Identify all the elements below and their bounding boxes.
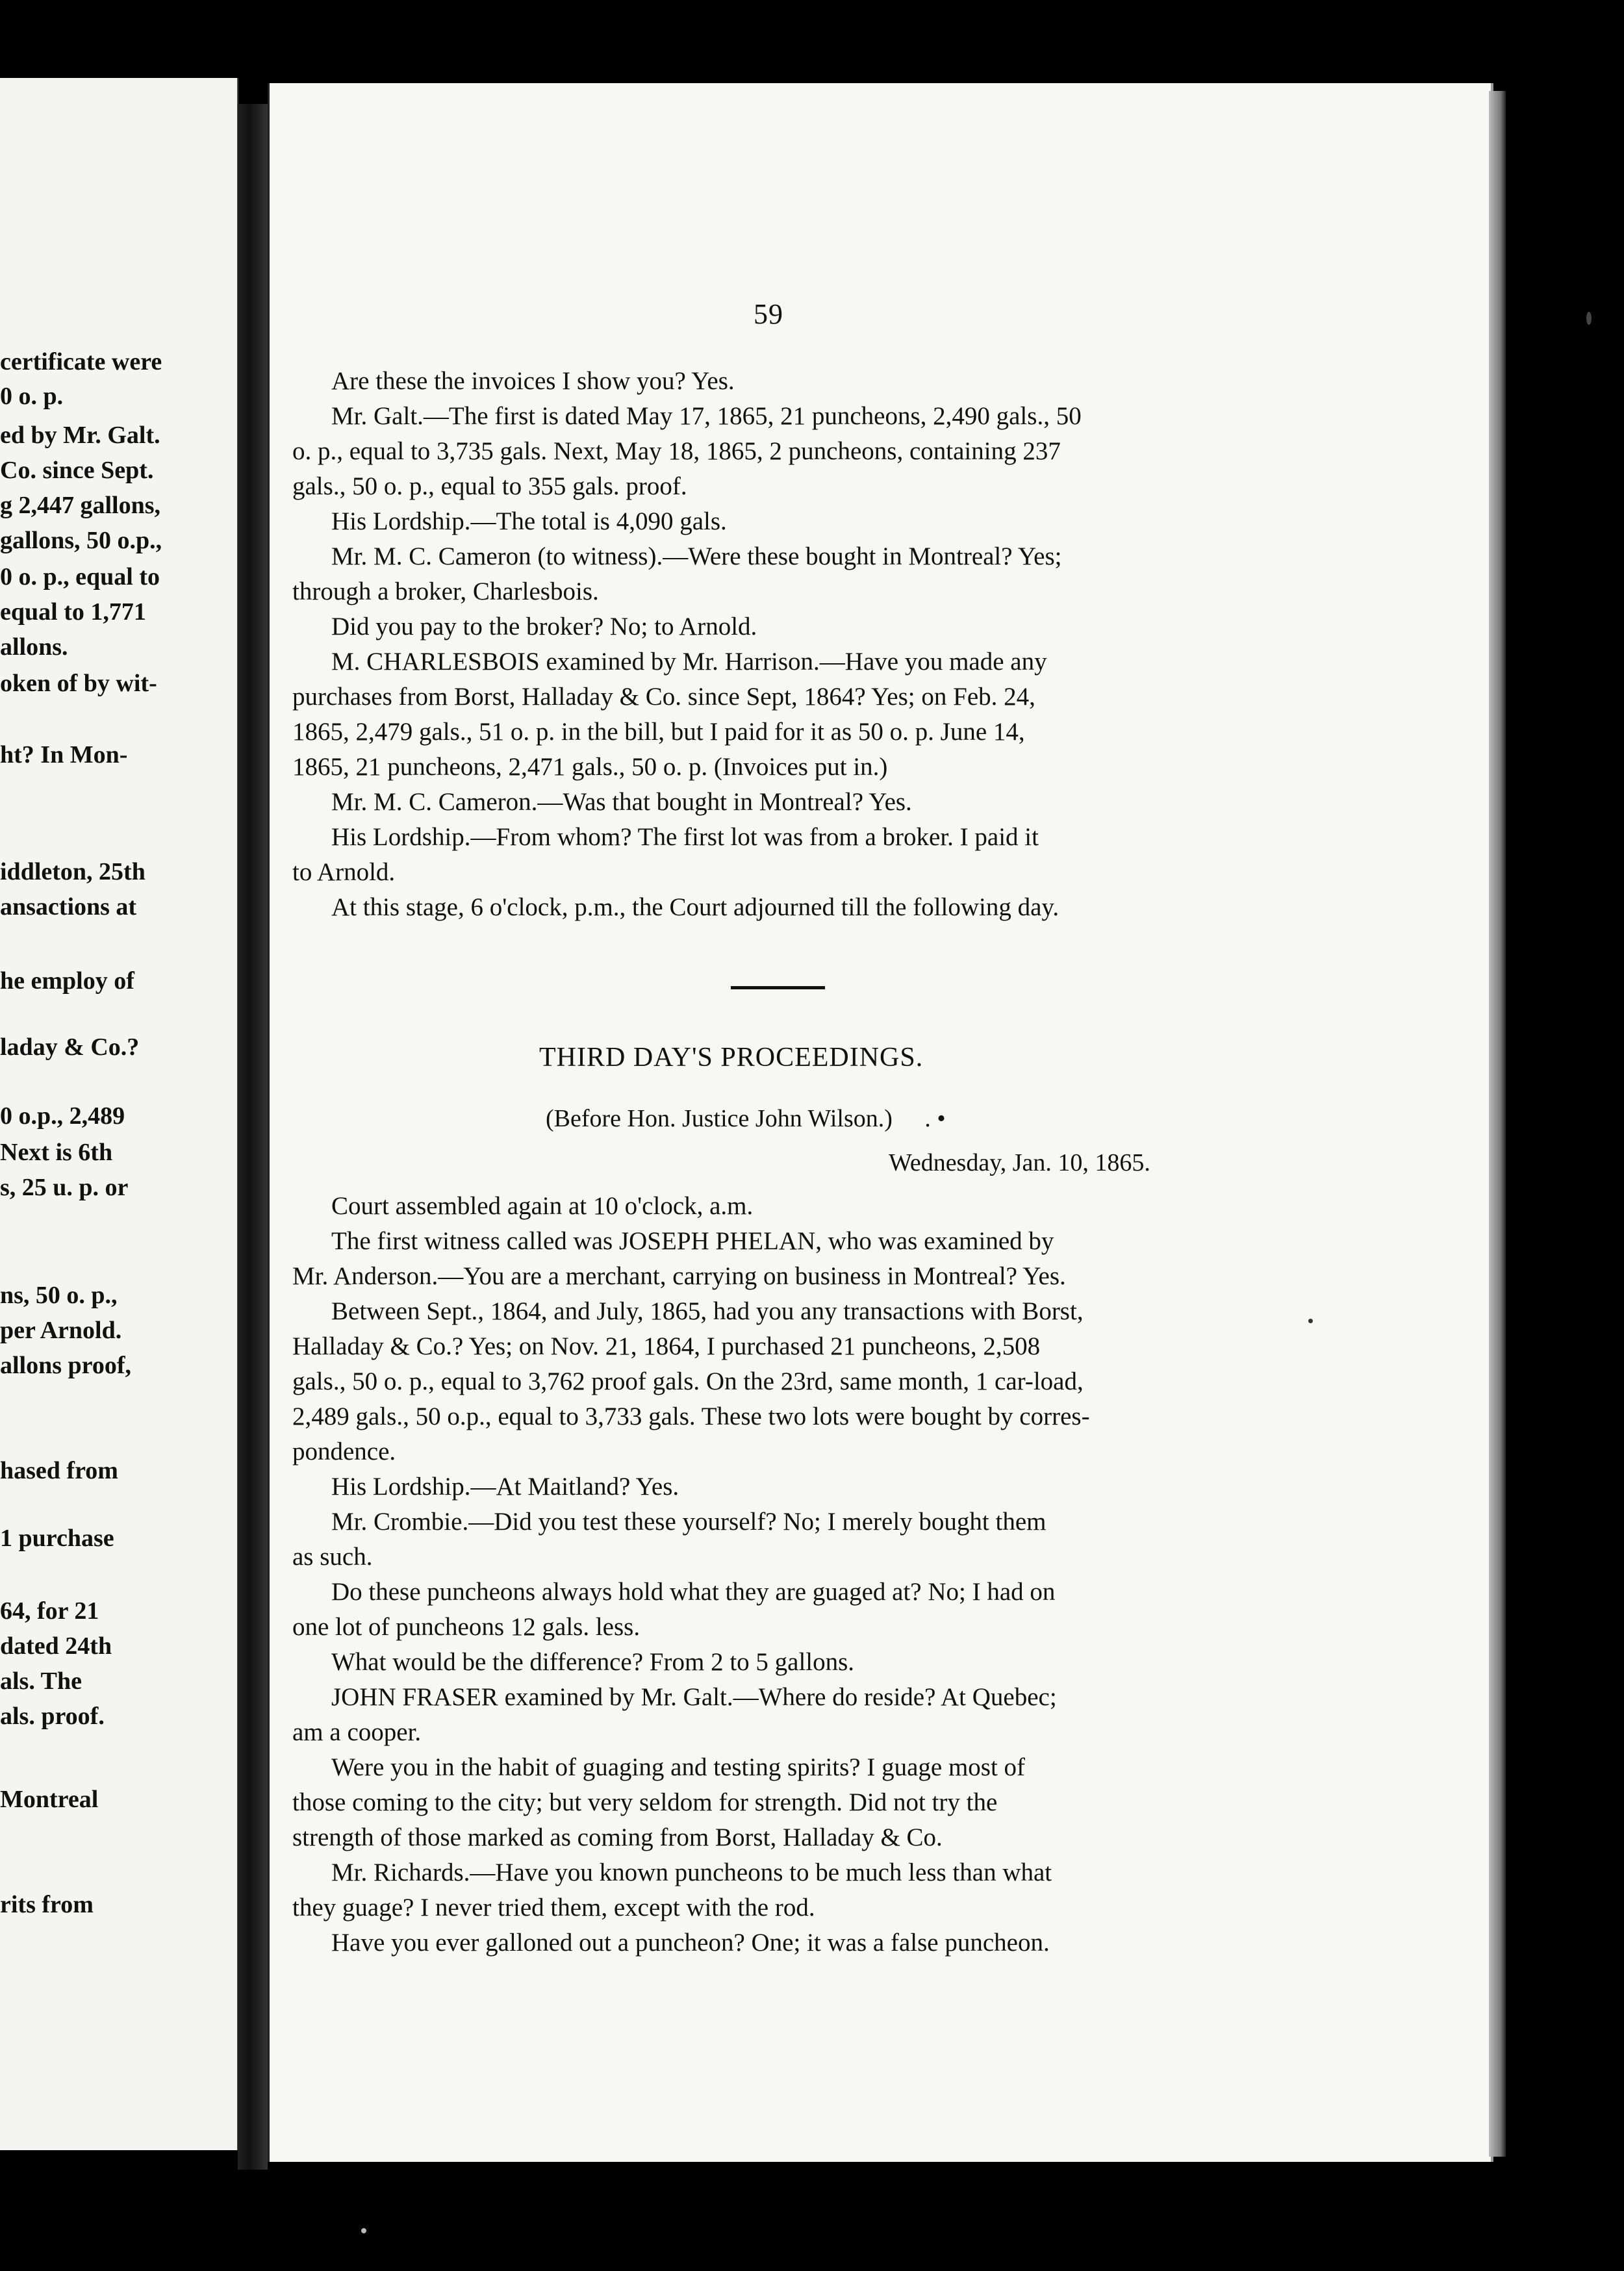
text-line: Mr. Galt.—The first is dated May 17, 1865, 21 puncheons, 2,490 gals., 50 (331, 402, 1082, 430)
text-line: Are these the invoices I show you? Yes. (331, 367, 735, 395)
text-line: Between Sept., 1864, and July, 1865, had you any transactions with Borst, (331, 1297, 1084, 1325)
text-line: Court assembled again at 10 o'clock, a.m. (331, 1192, 754, 1220)
scan-speck (1308, 1319, 1313, 1323)
left-page-line: ns, 50 o. p., (0, 1282, 118, 1309)
left-page-line: 0 o.p., 2,489 (0, 1102, 125, 1130)
text-line: His Lordship.—At Maitland? Yes. (331, 1473, 679, 1501)
section-heading: THIRD DAY'S PROCEEDINGS. (539, 1043, 924, 1072)
left-page-line: als. The (0, 1668, 82, 1695)
text-line: JOHN FRASER examined by Mr. Galt.—Where do reside? At Quebec; (331, 1683, 1057, 1711)
text-line: 2,489 gals., 50 o.p., equal to 3,733 gals. These two lots were bought by corres- (292, 1402, 1090, 1430)
left-page-line: g 2,447 gallons, (0, 492, 161, 519)
text-line: Mr. M. C. Cameron (to witness).—Were these bought in Montreal? Yes; (331, 542, 1062, 570)
text-line: gals., 50 o. p., equal to 3,762 proof gals. On the 23rd, same month, 1 car-load, (292, 1367, 1084, 1395)
left-page-line: als. proof. (0, 1703, 105, 1730)
text-line: 1865, 21 puncheons, 2,471 gals., 50 o. p. (Invoices put in.) (292, 753, 888, 781)
text-line: as such. (292, 1543, 373, 1571)
left-page-line: 0 o. p. (0, 383, 64, 410)
left-page-line: he employ of (0, 967, 134, 995)
left-page-line: ht? In Mon- (0, 741, 128, 768)
left-page-line: allons proof, (0, 1352, 132, 1379)
page-number: 59 (754, 298, 783, 330)
scan-speck (361, 2228, 366, 2233)
text-line: pondence. (292, 1438, 396, 1465)
text-line: those coming to the city; but very seldom for strength. Did not try the (292, 1788, 998, 1816)
text-line: At this stage, 6 o'clock, p.m., the Court adjourned till the following day. (331, 893, 1059, 921)
text-line: Do these puncheons always hold what they are guaged at? No; I had on (331, 1578, 1056, 1606)
text-line: Mr. M. C. Cameron.—Was that bought in Montreal? Yes. (331, 788, 912, 816)
text-line: through a broker, Charlesbois. (292, 577, 599, 605)
section-divider (731, 986, 825, 989)
left-page-line: equal to 1,771 (0, 598, 146, 626)
left-page-line: Next is 6th (0, 1139, 113, 1166)
text-line: Have you ever galloned out a puncheon? One; it was a false puncheon. (331, 1929, 1050, 1957)
left-page-line: ed by Mr. Galt. (0, 422, 160, 449)
left-page-line: laday & Co.? (0, 1034, 140, 1061)
text-line: to Arnold. (292, 858, 396, 886)
left-page-fragment (0, 78, 238, 2150)
text-line: strength of those marked as coming from Borst, Halladay & Co. (292, 1823, 943, 1851)
left-page-line: rits from (0, 1891, 94, 1918)
subheading-text: (Before Hon. Justice John Wilson.) (546, 1105, 893, 1132)
page-edge-shadow (1489, 91, 1506, 2157)
left-page-line: iddleton, 25th (0, 858, 146, 885)
left-page-line: oken of by wit- (0, 670, 157, 697)
book-gutter (238, 104, 268, 2170)
session-dateline: Wednesday, Jan. 10, 1865. (889, 1149, 1150, 1176)
text-line: am a cooper. (292, 1718, 422, 1746)
left-page-line: 1 purchase (0, 1525, 114, 1552)
text-line: Mr. Richards.—Have you known puncheons to be much less than what (331, 1859, 1052, 1886)
scan-speck (1586, 312, 1592, 325)
left-page-line: hased from (0, 1457, 118, 1484)
text-line: Mr. Crombie.—Did you test these yourself? No; I merely bought them (331, 1508, 1047, 1536)
left-page-line: 64, for 21 (0, 1597, 99, 1625)
left-page-line: ansactions at (0, 893, 137, 920)
text-line: Did you pay to the broker? No; to Arnold. (331, 613, 757, 641)
left-page-line: gallons, 50 o.p., (0, 527, 162, 554)
subheading-mark: . • (924, 1105, 946, 1132)
text-line: What would be the difference? From 2 to 5 gallons. (331, 1648, 855, 1676)
text-line: His Lordship.—From whom? The first lot was from a broker. I paid it (331, 823, 1039, 851)
left-page-line: certificate were (0, 348, 162, 375)
text-line: Were you in the habit of guaging and testing spirits? I guage most of (331, 1753, 1026, 1781)
left-page-line: dated 24th (0, 1632, 112, 1660)
text-line: His Lordship.—The total is 4,090 gals. (331, 507, 727, 535)
text-line: Halladay & Co.? Yes; on Nov. 21, 1864, I purchased 21 puncheons, 2,508 (292, 1332, 1041, 1360)
text-line: M. CHARLESBOIS examined by Mr. Harrison.—Have you made any (331, 648, 1047, 676)
text-line: Mr. Anderson.—You are a merchant, carrying on business in Montreal? Yes. (292, 1262, 1066, 1290)
text-line: 1865, 2,479 gals., 51 o. p. in the bill, but I paid for it as 50 o. p. June 14, (292, 718, 1025, 746)
text-line: they guage? I never tried them, except with the rod. (292, 1894, 815, 1922)
left-page-line: s, 25 u. p. or (0, 1174, 129, 1201)
section-subheading (546, 1104, 946, 1133)
left-page-line: allons. (0, 633, 68, 661)
text-line: one lot of puncheons 12 gals. less. (292, 1613, 641, 1641)
left-page-line: 0 o. p., equal to (0, 563, 160, 590)
left-page-line: Co. since Sept. (0, 457, 154, 484)
text-line: o. p., equal to 3,735 gals. Next, May 18, 1865, 2 puncheons, containing 237 (292, 437, 1061, 465)
text-line: The first witness called was JOSEPH PHELAN, who was examined by (331, 1227, 1054, 1255)
left-page-line: per Arnold. (0, 1317, 122, 1344)
text-line: gals., 50 o. p., equal to 355 gals. proof. (292, 472, 687, 500)
left-page-line: Montreal (0, 1786, 99, 1813)
text-line: purchases from Borst, Halladay & Co. since Sept, 1864? Yes; on Feb. 24, (292, 683, 1035, 711)
